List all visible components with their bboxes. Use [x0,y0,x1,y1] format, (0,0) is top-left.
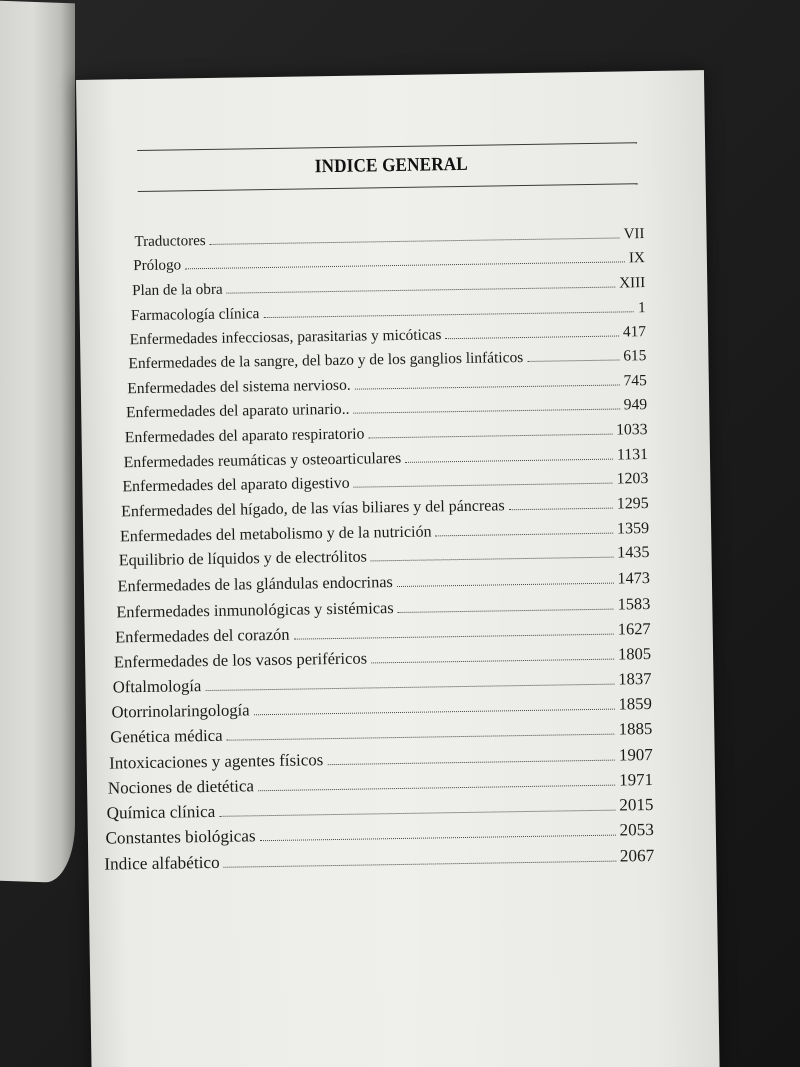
toc-entry-label: Enfermedades inmunológicas y sistémicas [116,598,394,622]
dot-leader [205,684,614,691]
dot-leader [227,287,615,294]
toc-entry-page: 615 [623,347,647,365]
toc-entry-label: Indice alfabético [104,852,220,874]
dot-leader [254,709,615,716]
toc-entry-label: Genética médica [110,726,223,747]
dot-leader [355,384,620,389]
dot-leader [258,784,615,791]
toc-entry-label: Nociones de dietética [107,776,255,798]
toc-entry-page: 2053 [619,820,655,841]
toc-entry-page: 1837 [618,669,652,689]
toc-entry-page: 1473 [617,569,651,588]
dot-leader [327,759,615,765]
dot-leader [224,860,616,867]
toc-entry-page: 1627 [617,619,651,639]
toc-entry-label: Enfermedades del sistema nervioso. [127,376,351,398]
toc-entry-page: 1885 [618,719,653,739]
dot-leader [445,336,619,340]
dot-leader [263,311,634,318]
toc-entry-label: Plan de la obra [132,281,223,300]
toc-entry-page: 1583 [617,594,651,614]
header-rule-bottom [138,183,638,192]
toc-entry-label: Enfermedades infecciosas, parasitarias y micóticas [129,326,442,349]
toc-entry-label: Enfermedades de la sangre, del bazo y de los ganglios linfáticos [128,349,524,373]
dot-leader [371,557,613,562]
toc-entry-page: 1131 [616,445,649,464]
left-facing-page [0,0,75,883]
page-title: INDICE GENERAL [314,153,469,178]
toc-entry-page: 1435 [617,544,650,562]
toc-entry-page: 745 [623,371,647,390]
toc-entry-page: 2015 [619,795,654,815]
dot-leader [371,659,614,664]
toc-entry-page: 1033 [615,421,648,439]
toc-entry-page: 1971 [618,769,654,790]
toc-entry-label: Farmacología clínica [130,304,260,324]
toc-entry-label: Enfermedades de las glándulas endocrinas [117,573,393,596]
toc-entry-page: 1 [637,298,646,316]
toc-entry-page: 417 [622,323,647,341]
toc-entry-page: 1859 [618,694,653,714]
toc-entry-page: 1805 [617,644,652,664]
toc-entry-page: 1907 [618,744,653,765]
toc-entry-label: Otorrinolaringología [111,700,250,722]
toc-entry-label: Enfermedades del corazón [115,624,290,647]
dot-leader [397,583,614,587]
toc-entry-page: 1203 [616,470,649,488]
table-of-contents [104,226,655,879]
toc-entry-label: Enfermedades de los vasos periféricos [113,648,368,672]
dot-leader [405,458,613,462]
toc-entry-label: Constantes biológicas [105,826,256,849]
dot-leader [368,434,612,439]
toc-entry-label: Enfermedades reumáticas y osteoarticulares [123,449,402,471]
toc-entry-page: XIII [619,274,646,292]
toc-entry-label: Enfermedades del hígado, de las vías biliares y del páncreas [121,497,505,521]
toc-entry-label: Prólogo [133,257,182,275]
dot-leader [354,409,620,414]
header-rule-top [137,142,637,151]
dot-leader [509,507,613,510]
dot-leader [210,237,620,244]
toc-entry-label: Química clínica [106,802,216,823]
book-page [76,70,720,1067]
toc-entry-label: Traductores [134,232,206,251]
toc-entry-page: 949 [623,396,648,414]
dot-leader [185,262,625,270]
toc-entry-page: VII [623,226,645,243]
toc-entry-label: Enfermedades del metabolismo y de la nutrición [119,523,432,545]
dot-leader [260,835,616,842]
dot-leader [398,609,614,613]
dot-leader [436,532,613,536]
toc-entry-label: Oftalmología [112,676,202,697]
toc-entry-page: 1295 [616,494,649,513]
toc-entry-label: Enfermedades del aparato urinario.. [125,401,350,422]
dot-leader [294,634,614,640]
toc-entry-page: 2067 [619,845,655,866]
dot-leader [227,734,615,741]
toc-entry-page: 1359 [616,519,650,538]
toc-entry-label: Enfermedades del aparato digestivo [122,474,350,496]
toc-entry-page: IX [628,250,645,267]
toc-entry-label: Equilibrio de líquidos y de electrólitos [118,548,368,570]
dot-leader [354,483,613,488]
toc-entry-label: Enfermedades del aparato respiratorio [124,425,365,447]
dot-leader [219,810,615,817]
toc-entry-label: Intoxicaciones y agentes físicos [108,749,324,773]
dot-leader [527,360,619,362]
